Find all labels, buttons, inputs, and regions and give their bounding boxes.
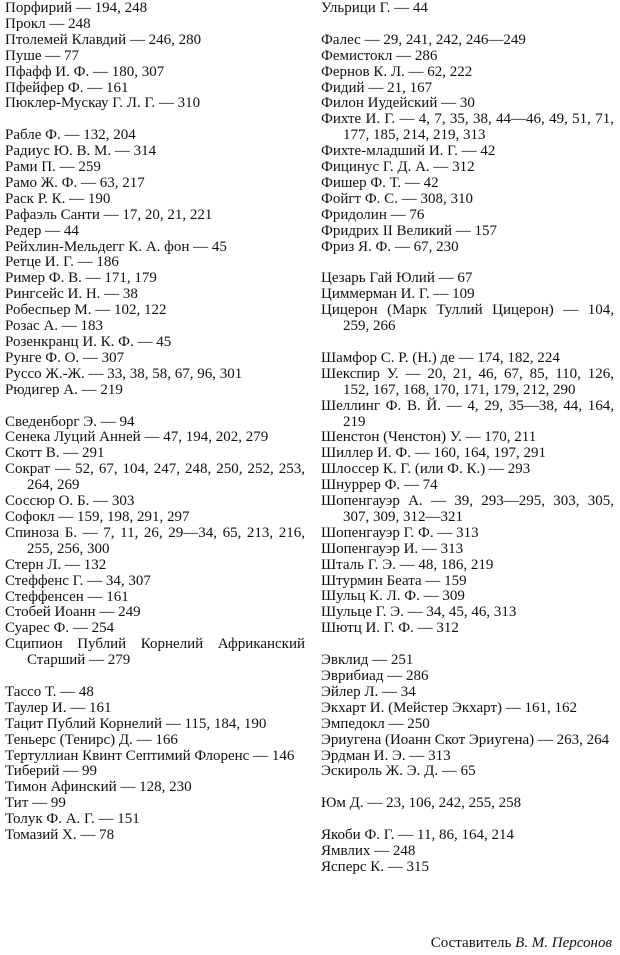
- index-entry: Тиберий — 99: [5, 763, 97, 780]
- index-entry: Пуше — 77: [5, 47, 80, 64]
- index-entry: Шульце Г. Э. — 34, 45, 46, 313: [321, 604, 517, 621]
- index-entry: Эврибиад — 286: [321, 668, 429, 684]
- index-entry: Эскироль Ж. Э. Д. — 65: [321, 763, 476, 780]
- index-entry: Пфафф И. Ф. — 180, 307: [5, 63, 165, 80]
- index-entry: Фернов К. Л. — 62, 222: [321, 63, 473, 80]
- index-entry: Стобей Иоанн — 249: [5, 604, 141, 621]
- index-entry: Тертуллиан Квинт Септимий Флоренс — 146: [5, 747, 295, 764]
- index-entry: Пюклер-Мускау Г. Л. Г. — 310: [5, 95, 201, 112]
- index-entry: Тит — 99: [5, 795, 66, 812]
- index-entry: Фриз Я. Ф. — 67, 230: [321, 238, 459, 255]
- index-entry: Шнуррер Ф. — 74: [321, 477, 438, 494]
- index-entry: Эриугена (Иоанн Скот Эриугена) — 263, 264: [321, 731, 610, 748]
- index-entry: Филон Иудейский — 30: [321, 95, 475, 112]
- index-entry: Эрдман И. Э. — 313: [321, 747, 451, 764]
- index-entry: Фихте И. Г. — 4, 7, 35, 38, 44—46, 49, 51, 71, 177, 185, 214, 219, 313: [321, 111, 614, 144]
- index-entry: Руссо Ж.-Ж. — 33, 38, 58, 67, 96, 301: [5, 365, 243, 382]
- index-entry: Юм Д. — 23, 106, 242, 255, 258: [321, 795, 522, 812]
- index-entry: Шенстон (Ченстон) У. — 170, 211: [321, 429, 537, 446]
- index-entry: Фидий — 21, 167: [321, 79, 433, 96]
- index-entry: Рюдигер А. — 219: [5, 381, 123, 398]
- index-entry: Сведенборг Э. — 94: [5, 413, 135, 430]
- index-entry: Спиноза Б. — 7, 11, 26, 29—34, 65, 213, 216, 255, 256, 300: [5, 524, 305, 557]
- index-entry: Стеффенс Г. — 34, 307: [5, 572, 151, 589]
- group-gap: [5, 112, 305, 128]
- index-entry: Шопенгауэр А. — 39, 293—295, 303, 305, 307, 309, 312—321: [321, 493, 614, 525]
- index-entry: Рафаэль Санти — 17, 20, 21, 221: [5, 206, 213, 223]
- index-entry: Толук Ф. А. Г. — 151: [5, 811, 140, 828]
- group-gap: [321, 637, 614, 653]
- index-entry: Шталь Г. Э. — 48, 186, 219: [321, 556, 494, 573]
- index-entry: Птолемей Клавдий — 246, 280: [5, 31, 202, 48]
- group-gap: [321, 17, 614, 33]
- index-entry: Рингсейс И. Н. — 38: [5, 286, 138, 303]
- index-entry: Штурмин Беата — 159: [321, 572, 467, 589]
- index-entry: Ример Ф. В. — 171, 179: [5, 270, 157, 287]
- index-entry: Ульрици Г. — 44: [321, 0, 428, 16]
- index-entry: Тимон Афинский — 128, 230: [5, 779, 192, 796]
- index-entry: Пфейфер Ф. — 161: [5, 79, 129, 96]
- index-entry: Ясперс К. — 315: [321, 858, 430, 875]
- group-gap: [321, 255, 614, 271]
- group-gap: [321, 812, 614, 828]
- index-entry: Соссюр О. Б. — 303: [5, 493, 135, 510]
- index-entry: Теньерс (Тенирс) Д. — 166: [5, 731, 178, 748]
- index-entry: Софокл — 159, 198, 291, 297: [5, 508, 190, 525]
- index-entry: Шлоссер К. Г. (или Ф. К.) — 293: [321, 461, 531, 478]
- right-column: [321, 1, 614, 876]
- index-entry: Цицерон (Марк Туллий Цицерон) — 104, 259, 266: [321, 302, 614, 335]
- index-entry: Шеллинг Ф. В. Й. — 4, 29, 35—38, 44, 164, 219: [321, 397, 614, 430]
- index-entry: Шекспир У. — 20, 21, 46, 67, 85, 110, 126, 152, 167, 168, 170, 171, 179, 212, 290: [321, 365, 614, 398]
- index-entry: Розас А. — 183: [5, 318, 104, 335]
- group-gap: [5, 399, 305, 415]
- index-entry: Стеффенсен — 161: [5, 588, 129, 605]
- index-entry: Прокл — 248: [5, 15, 91, 32]
- index-entry: Фишер Ф. Т. — 42: [321, 174, 439, 191]
- index-entry: Рами П. — 259: [5, 159, 101, 176]
- group-gap: [321, 780, 614, 796]
- index-entry: Рунге Ф. О. — 307: [5, 349, 125, 366]
- index-entry: Эвклид — 251: [321, 652, 414, 669]
- index-entry: Таулер И. — 161: [5, 699, 112, 716]
- index-entry: Эмпедокл — 250: [321, 715, 430, 732]
- index-entry: Якоби Ф. Г. — 11, 86, 164, 214: [321, 827, 514, 844]
- index-entry: Экхарт И. (Мейстер Экхарт) — 161, 162: [321, 699, 578, 716]
- index-entry: Шопенгауэр И. — 313: [321, 540, 464, 557]
- index-entry: Сципион Публий Корнелий Африканский Старший — 279: [5, 636, 305, 669]
- group-gap: [5, 669, 305, 685]
- index-entry: Раск Р. К. — 190: [5, 190, 111, 207]
- index-entry: Робеспьер М. — 102, 122: [5, 302, 167, 319]
- index-entry: Редер — 44: [5, 222, 79, 239]
- index-entry: Тацит Публий Корнелий — 115, 184, 190: [5, 715, 267, 732]
- index-entry: Циммерман И. Г. — 109: [321, 286, 475, 303]
- group-gap: [321, 335, 614, 351]
- index-entry: Шульц К. Л. Ф. — 309: [321, 588, 465, 605]
- index-entry: Ретце И. Г. — 186: [5, 254, 119, 271]
- index-entry: Томазий Х. — 78: [5, 827, 115, 844]
- index-entry: Фридрих II Великий — 157: [321, 222, 498, 239]
- index-entry: Фемистокл — 286: [321, 47, 438, 64]
- index-entry: Скотт В. — 291: [5, 445, 105, 462]
- index-entry: Ямвлих — 248: [321, 842, 416, 859]
- index-entry: Фихте-младший И. Г. — 42: [321, 143, 496, 160]
- index-entry: Радиус Ю. В. М. — 314: [5, 143, 157, 160]
- index-entry: Шиллер И. Ф. — 160, 164, 197, 291: [321, 445, 546, 462]
- index-entry: Фридолин — 76: [321, 206, 425, 223]
- index-entry: Цезарь Гай Юлий — 67: [321, 270, 473, 287]
- index-entry: Шопенгауэр Г. Ф. — 313: [321, 524, 479, 541]
- index-entry: Рабле Ф. — 132, 204: [5, 127, 136, 144]
- index-entry: Сенека Луций Анней — 47, 194, 202, 279: [5, 429, 269, 446]
- compiler-label: Составитель: [430, 935, 512, 951]
- index-entry: Тассо Т. — 48: [5, 683, 94, 700]
- index-entry: Рамо Ж. Ф. — 63, 217: [5, 174, 145, 191]
- index-entry: Шамфор С. Р. (Н.) де — 174, 182, 224: [321, 349, 560, 366]
- left-column: [5, 1, 305, 844]
- index-entry: Рейхлин-Мельдегг К. А. фон — 45: [5, 238, 227, 255]
- compiler-name: В. М. Персонов: [515, 935, 612, 951]
- index-entry: Шютц И. Г. Ф. — 312: [321, 620, 459, 637]
- compiler-credit: [431, 935, 612, 951]
- index-entry: Фойгт Ф. С. — 308, 310: [321, 190, 473, 207]
- index-entry: Фицинус Г. Д. А. — 312: [321, 159, 475, 176]
- index-entry: Сократ — 52, 67, 104, 247, 248, 250, 252, 253, 264, 269: [5, 461, 305, 494]
- index-entry: Порфирий — 194, 248: [5, 0, 148, 16]
- index-entry: Суарес Ф. — 254: [5, 620, 115, 637]
- index-entry: Эйлер Л. — 34: [321, 683, 416, 700]
- index-entry: Розенкранц И. К. Ф. — 45: [5, 334, 172, 351]
- index-entry: Стерн Л. — 132: [5, 556, 107, 573]
- index-entry: Фалес — 29, 241, 242, 246—249: [321, 31, 526, 48]
